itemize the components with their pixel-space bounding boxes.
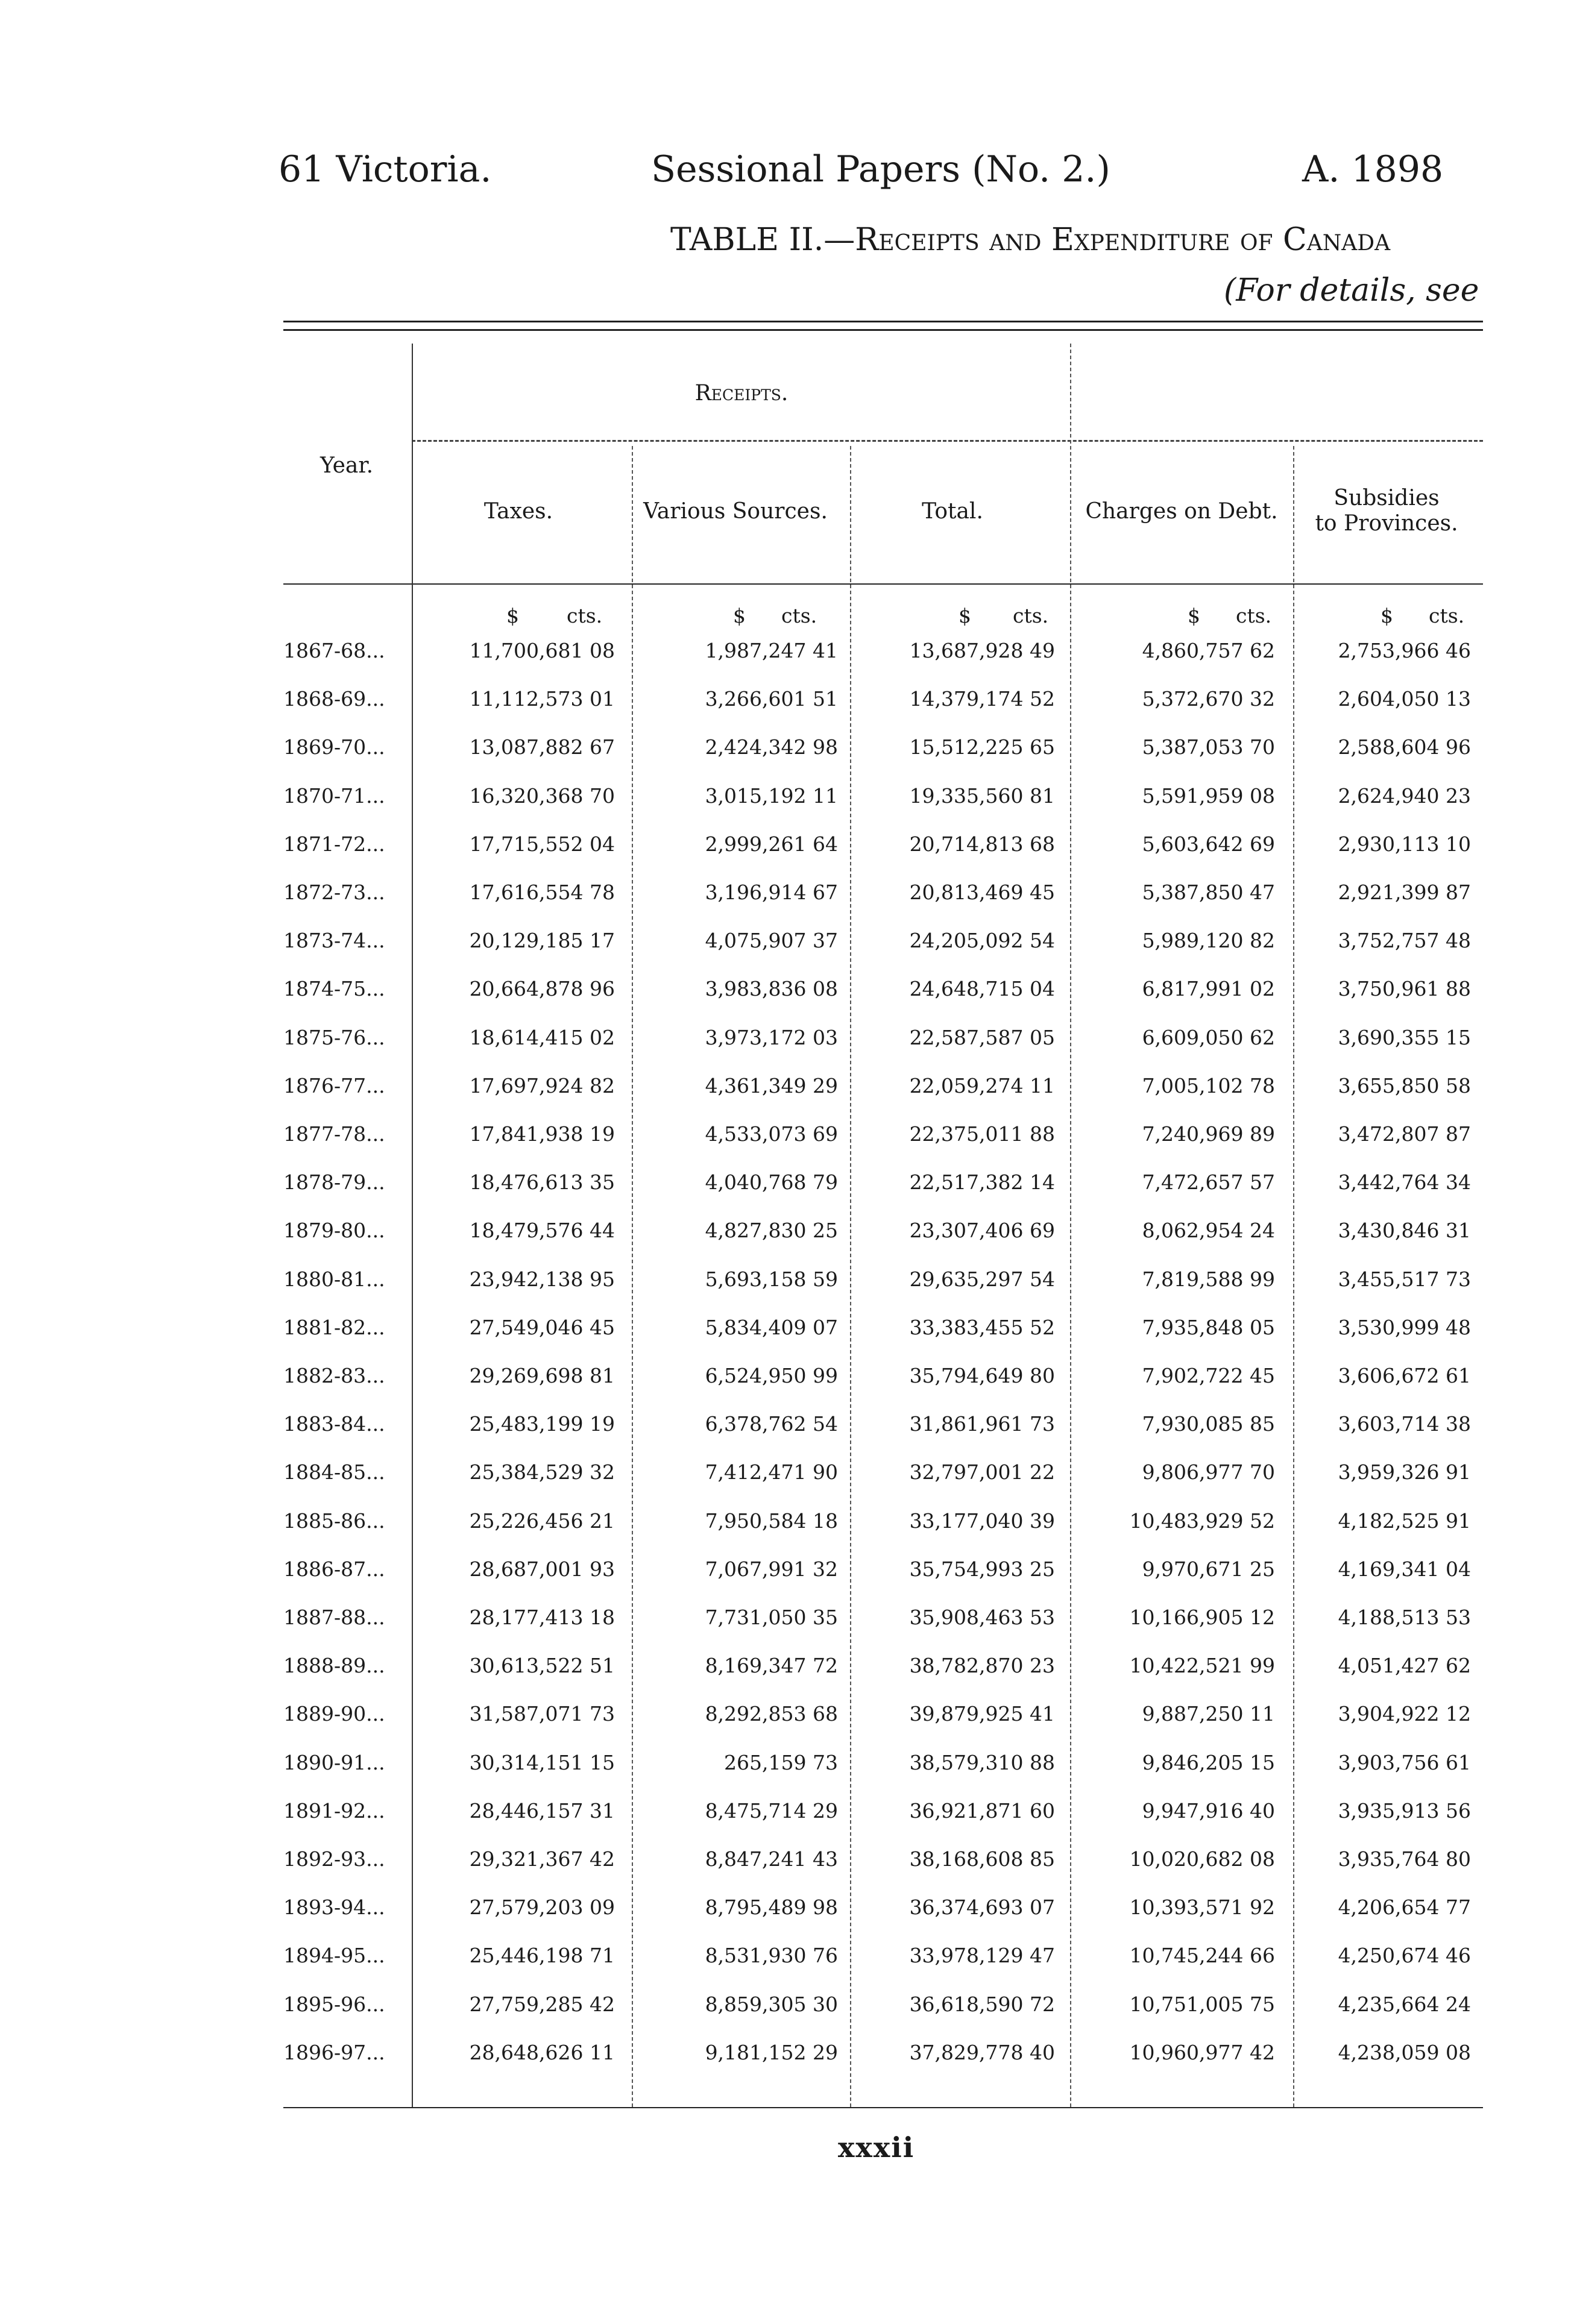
header-left: 61 Victoria. [279, 148, 492, 190]
header-rule [283, 583, 1483, 585]
cell-taxes: 17,841,938 19 [469, 1122, 615, 1146]
cell-subsidies: 2,624,940 23 [1338, 784, 1471, 808]
cell-total: 22,059,274 11 [909, 1073, 1055, 1098]
cell-taxes: 28,446,157 31 [469, 1798, 615, 1823]
cell-charges: 9,846,205 15 [1142, 1750, 1275, 1774]
cell-total: 33,978,129 47 [909, 1944, 1055, 1968]
cell-year: 1878-79... [283, 1170, 385, 1195]
cell-total: 22,517,382 14 [909, 1170, 1055, 1195]
cell-taxes: 27,549,046 45 [469, 1315, 615, 1339]
cell-various: 3,266,601 51 [705, 687, 838, 711]
cell-taxes: 20,664,878 96 [469, 977, 615, 1001]
cell-charges: 10,751,005 75 [1129, 1992, 1275, 2016]
cell-charges: 5,989,120 82 [1142, 929, 1275, 953]
page-number: xxxii [838, 2131, 915, 2164]
cell-various: 6,378,762 54 [705, 1412, 838, 1436]
cell-various: 8,169,347 72 [705, 1654, 838, 1678]
separator-various [850, 446, 851, 2107]
cell-various: 8,847,241 43 [705, 1847, 838, 1871]
cell-taxes: 18,614,415 02 [469, 1025, 615, 1049]
cell-subsidies: 3,455,517 73 [1338, 1267, 1471, 1291]
cell-taxes: 17,715,552 04 [469, 832, 615, 856]
header-receipts-group: Receipts. [694, 381, 789, 406]
cell-subsidies: 3,959,326 91 [1338, 1460, 1471, 1484]
cell-charges: 7,240,969 89 [1142, 1122, 1275, 1146]
cell-year: 1885-86... [283, 1509, 385, 1533]
cell-year: 1889-90... [283, 1702, 385, 1726]
cell-charges: 10,166,905 12 [1129, 1606, 1275, 1629]
cell-year: 1887-88... [283, 1606, 385, 1629]
cell-charges: 7,935,848 05 [1142, 1315, 1275, 1339]
cell-various: 3,973,172 03 [705, 1025, 838, 1049]
cell-taxes: 30,613,522 51 [469, 1654, 615, 1678]
cell-taxes: 28,648,626 11 [469, 2040, 615, 2064]
cell-subsidies: 2,604,050 13 [1338, 687, 1471, 711]
cell-total: 22,375,011 88 [909, 1122, 1055, 1146]
title-rule-top [283, 321, 1483, 322]
cell-subsidies: 3,690,355 15 [1338, 1025, 1471, 1049]
cell-charges: 7,472,657 57 [1142, 1170, 1275, 1195]
cell-charges: 5,372,670 32 [1142, 687, 1275, 711]
cell-subsidies: 3,530,999 48 [1338, 1315, 1471, 1339]
cell-various: 8,859,305 30 [705, 1992, 838, 2016]
cell-charges: 10,960,977 42 [1129, 2040, 1275, 2064]
cell-charges: 7,930,085 85 [1142, 1412, 1275, 1436]
cell-charges: 10,422,521 99 [1129, 1654, 1275, 1678]
cell-various: 4,827,830 25 [705, 1219, 838, 1243]
cell-various: 5,693,158 59 [705, 1267, 838, 1291]
cell-year: 1874-75... [283, 977, 385, 1001]
cell-various: 8,795,489 98 [705, 1895, 838, 1920]
cell-taxes: 11,700,681 08 [469, 639, 615, 662]
separator-charges [1293, 446, 1294, 2107]
cell-total: 24,205,092 54 [909, 929, 1055, 953]
cell-total: 31,861,961 73 [909, 1412, 1055, 1436]
table-title: TABLE II.—Receipts and Expenditure of Canada [670, 222, 1391, 258]
cell-year: 1870-71... [283, 784, 385, 808]
cell-charges: 10,483,929 52 [1129, 1509, 1275, 1533]
header-charges-on-debt: Charges on Debt. [1085, 499, 1278, 524]
cell-total: 19,335,560 81 [909, 784, 1055, 808]
cell-various: 4,361,349 29 [705, 1073, 838, 1098]
cell-subsidies: 2,588,604 96 [1338, 735, 1471, 759]
cell-year: 1884-85... [283, 1460, 385, 1484]
cell-total: 13,687,928 49 [909, 639, 1055, 662]
separator-total [1070, 344, 1071, 2107]
cell-year: 1892-93... [283, 1847, 385, 1871]
units-dollar: $ [506, 604, 519, 627]
cell-total: 24,648,715 04 [909, 977, 1055, 1001]
cell-total: 14,379,174 52 [909, 687, 1055, 711]
units-dollar: $ [733, 604, 746, 627]
cell-charges: 10,020,682 08 [1129, 1847, 1275, 1871]
units-dollar: $ [1188, 604, 1200, 627]
cell-various: 8,475,714 29 [705, 1798, 838, 1823]
cell-various: 7,950,584 18 [705, 1509, 838, 1533]
cell-various: 7,412,471 90 [705, 1460, 838, 1484]
cell-year: 1873-74... [283, 929, 385, 953]
header-various-sources: Various Sources. [643, 499, 828, 524]
cell-various: 5,834,409 07 [705, 1315, 838, 1339]
cell-year: 1868-69... [283, 687, 385, 711]
cell-taxes: 25,483,199 19 [469, 1412, 615, 1436]
units-cts: cts. [567, 604, 603, 627]
cell-total: 35,908,463 53 [909, 1606, 1055, 1629]
cell-year: 1883-84... [283, 1412, 385, 1436]
cell-taxes: 20,129,185 17 [469, 929, 615, 953]
bottom-rule [283, 2107, 1483, 2108]
cell-various: 4,075,907 37 [705, 929, 838, 953]
cell-subsidies: 4,235,664 24 [1338, 1992, 1471, 2016]
cell-subsidies: 3,472,807 87 [1338, 1122, 1471, 1146]
header-subsidies-line2: to Provinces. [1315, 511, 1458, 536]
cell-year: 1876-77... [283, 1073, 385, 1098]
cell-subsidies: 4,250,674 46 [1338, 1944, 1471, 1968]
header-year: Year. [320, 453, 374, 478]
separator-year [412, 344, 413, 2107]
cell-year: 1894-95... [283, 1944, 385, 1968]
cell-total: 23,307,406 69 [909, 1219, 1055, 1243]
units-cts: cts. [1013, 604, 1049, 627]
cell-year: 1877-78... [283, 1122, 385, 1146]
cell-year: 1881-82... [283, 1315, 385, 1339]
cell-subsidies: 3,430,846 31 [1338, 1219, 1471, 1243]
cell-subsidies: 3,935,913 56 [1338, 1798, 1471, 1823]
cell-total: 38,782,870 23 [909, 1654, 1055, 1678]
separator-taxes [632, 446, 633, 2107]
cell-various: 2,999,261 64 [705, 832, 838, 856]
cell-taxes: 17,616,554 78 [469, 881, 615, 904]
cell-various: 7,731,050 35 [705, 1606, 838, 1629]
cell-total: 35,754,993 25 [909, 1557, 1055, 1581]
cell-total: 29,635,297 54 [909, 1267, 1055, 1291]
cell-taxes: 23,942,138 95 [469, 1267, 615, 1291]
cell-various: 3,015,192 11 [705, 784, 838, 808]
cell-various: 4,533,073 69 [705, 1122, 838, 1146]
cell-total: 38,168,608 85 [909, 1847, 1055, 1871]
cell-taxes: 25,446,198 71 [469, 1944, 615, 1968]
cell-year: 1891-92... [283, 1798, 385, 1823]
cell-year: 1893-94... [283, 1895, 385, 1920]
units-cts: cts. [1429, 604, 1465, 627]
cell-total: 32,797,001 22 [909, 1460, 1055, 1484]
cell-total: 38,579,310 88 [909, 1750, 1055, 1774]
units-cts: cts. [1236, 604, 1272, 627]
cell-taxes: 31,587,071 73 [469, 1702, 615, 1726]
cell-charges: 7,819,588 99 [1142, 1267, 1275, 1291]
cell-charges: 7,902,722 45 [1142, 1364, 1275, 1387]
cell-subsidies: 2,921,399 87 [1338, 881, 1471, 904]
cell-total: 22,587,587 05 [909, 1025, 1055, 1049]
cell-subsidies: 3,442,764 34 [1338, 1170, 1471, 1195]
table-title-continuation: (For details, see [1224, 272, 1479, 309]
cell-total: 33,383,455 52 [909, 1315, 1055, 1339]
cell-subsidies: 2,930,113 10 [1338, 832, 1471, 856]
cell-subsidies: 2,753,966 46 [1338, 639, 1471, 662]
cell-year: 1896-97... [283, 2040, 385, 2064]
cell-year: 1869-70... [283, 735, 385, 759]
cell-charges: 10,393,571 92 [1129, 1895, 1275, 1920]
cell-charges: 6,817,991 02 [1142, 977, 1275, 1001]
cell-various: 3,196,914 67 [705, 881, 838, 904]
cell-various: 265,159 73 [724, 1750, 838, 1774]
cell-total: 36,374,693 07 [909, 1895, 1055, 1920]
cell-total: 20,813,469 45 [909, 881, 1055, 904]
cell-various: 6,524,950 99 [705, 1364, 838, 1387]
cell-subsidies: 4,188,513 53 [1338, 1606, 1471, 1629]
cell-year: 1895-96... [283, 1992, 385, 2016]
cell-charges: 9,806,977 70 [1142, 1460, 1275, 1484]
cell-charges: 4,860,757 62 [1142, 639, 1275, 662]
cell-various: 1,987,247 41 [705, 639, 838, 662]
cell-subsidies: 3,752,757 48 [1338, 929, 1471, 953]
cell-taxes: 18,476,613 35 [469, 1170, 615, 1195]
cell-year: 1875-76... [283, 1025, 385, 1049]
units-cts: cts. [781, 604, 817, 627]
cell-year: 1871-72... [283, 832, 385, 856]
header-total: Total. [922, 499, 983, 524]
cell-charges: 5,387,850 47 [1142, 881, 1275, 904]
cell-year: 1886-87... [283, 1557, 385, 1581]
cell-taxes: 18,479,576 44 [469, 1219, 615, 1243]
units-dollar: $ [959, 604, 971, 627]
cell-taxes: 28,687,001 93 [469, 1557, 615, 1581]
cell-year: 1882-83... [283, 1364, 385, 1387]
header-subsidies-line1: Subsidies [1333, 486, 1440, 510]
cell-subsidies: 4,169,341 04 [1338, 1557, 1471, 1581]
cell-subsidies: 4,182,525 91 [1338, 1509, 1471, 1533]
cell-total: 37,829,778 40 [909, 2040, 1055, 2064]
cell-total: 15,512,225 65 [909, 735, 1055, 759]
cell-year: 1890-91... [283, 1750, 385, 1774]
units-dollar: $ [1381, 604, 1393, 627]
cell-charges: 5,591,959 08 [1142, 784, 1275, 808]
cell-total: 39,879,925 41 [909, 1702, 1055, 1726]
cell-various: 2,424,342 98 [705, 735, 838, 759]
header-right: A. 1898 [1302, 148, 1444, 190]
cell-charges: 5,603,642 69 [1142, 832, 1275, 856]
cell-taxes: 11,112,573 01 [469, 687, 615, 711]
cell-subsidies: 4,206,654 77 [1338, 1895, 1471, 1920]
cell-various: 8,531,930 76 [705, 1944, 838, 1968]
cell-subsidies: 3,904,922 12 [1338, 1702, 1471, 1726]
cell-year: 1867-68... [283, 639, 385, 662]
cell-charges: 8,062,954 24 [1142, 1219, 1275, 1243]
cell-various: 4,040,768 79 [705, 1170, 838, 1195]
cell-various: 8,292,853 68 [705, 1702, 838, 1726]
cell-taxes: 27,579,203 09 [469, 1895, 615, 1920]
title-rule-bottom [283, 329, 1483, 331]
cell-taxes: 27,759,285 42 [469, 1992, 615, 2016]
cell-various: 3,983,836 08 [705, 977, 838, 1001]
cell-taxes: 28,177,413 18 [469, 1606, 615, 1629]
cell-charges: 6,609,050 62 [1142, 1025, 1275, 1049]
cell-taxes: 25,226,456 21 [469, 1509, 615, 1533]
cell-charges: 5,387,053 70 [1142, 735, 1275, 759]
cell-total: 35,794,649 80 [909, 1364, 1055, 1387]
cell-total: 36,618,590 72 [909, 1992, 1055, 2016]
cell-year: 1880-81... [283, 1267, 385, 1291]
cell-subsidies: 3,935,764 80 [1338, 1847, 1471, 1871]
cell-taxes: 29,321,367 42 [469, 1847, 615, 1871]
cell-taxes: 17,697,924 82 [469, 1073, 615, 1098]
cell-total: 20,714,813 68 [909, 832, 1055, 856]
cell-charges: 10,745,244 66 [1129, 1944, 1275, 1968]
cell-subsidies: 3,655,850 58 [1338, 1073, 1471, 1098]
cell-charges: 9,970,671 25 [1142, 1557, 1275, 1581]
cell-total: 33,177,040 39 [909, 1509, 1055, 1533]
cell-subsidies: 3,750,961 88 [1338, 977, 1471, 1001]
cell-taxes: 16,320,368 70 [469, 784, 615, 808]
header-taxes: Taxes. [483, 499, 553, 524]
receipts-group-rule [412, 440, 1483, 442]
cell-subsidies: 4,238,059 08 [1338, 2040, 1471, 2064]
cell-taxes: 13,087,882 67 [469, 735, 615, 759]
cell-taxes: 25,384,529 32 [469, 1460, 615, 1484]
cell-charges: 9,887,250 11 [1142, 1702, 1275, 1726]
cell-total: 36,921,871 60 [909, 1798, 1055, 1823]
cell-subsidies: 3,903,756 61 [1338, 1750, 1471, 1774]
cell-taxes: 30,314,151 15 [469, 1750, 615, 1774]
cell-charges: 9,947,916 40 [1142, 1798, 1275, 1823]
cell-taxes: 29,269,698 81 [469, 1364, 615, 1387]
header-center: Sessional Papers (No. 2.) [651, 148, 1110, 190]
cell-charges: 7,005,102 78 [1142, 1073, 1275, 1098]
cell-subsidies: 3,606,672 61 [1338, 1364, 1471, 1387]
cell-subsidies: 3,603,714 38 [1338, 1412, 1471, 1436]
cell-various: 9,181,152 29 [705, 2040, 838, 2064]
cell-year: 1888-89... [283, 1654, 385, 1678]
cell-various: 7,067,991 32 [705, 1557, 838, 1581]
cell-year: 1872-73... [283, 881, 385, 904]
cell-subsidies: 4,051,427 62 [1338, 1654, 1471, 1678]
cell-year: 1879-80... [283, 1219, 385, 1243]
